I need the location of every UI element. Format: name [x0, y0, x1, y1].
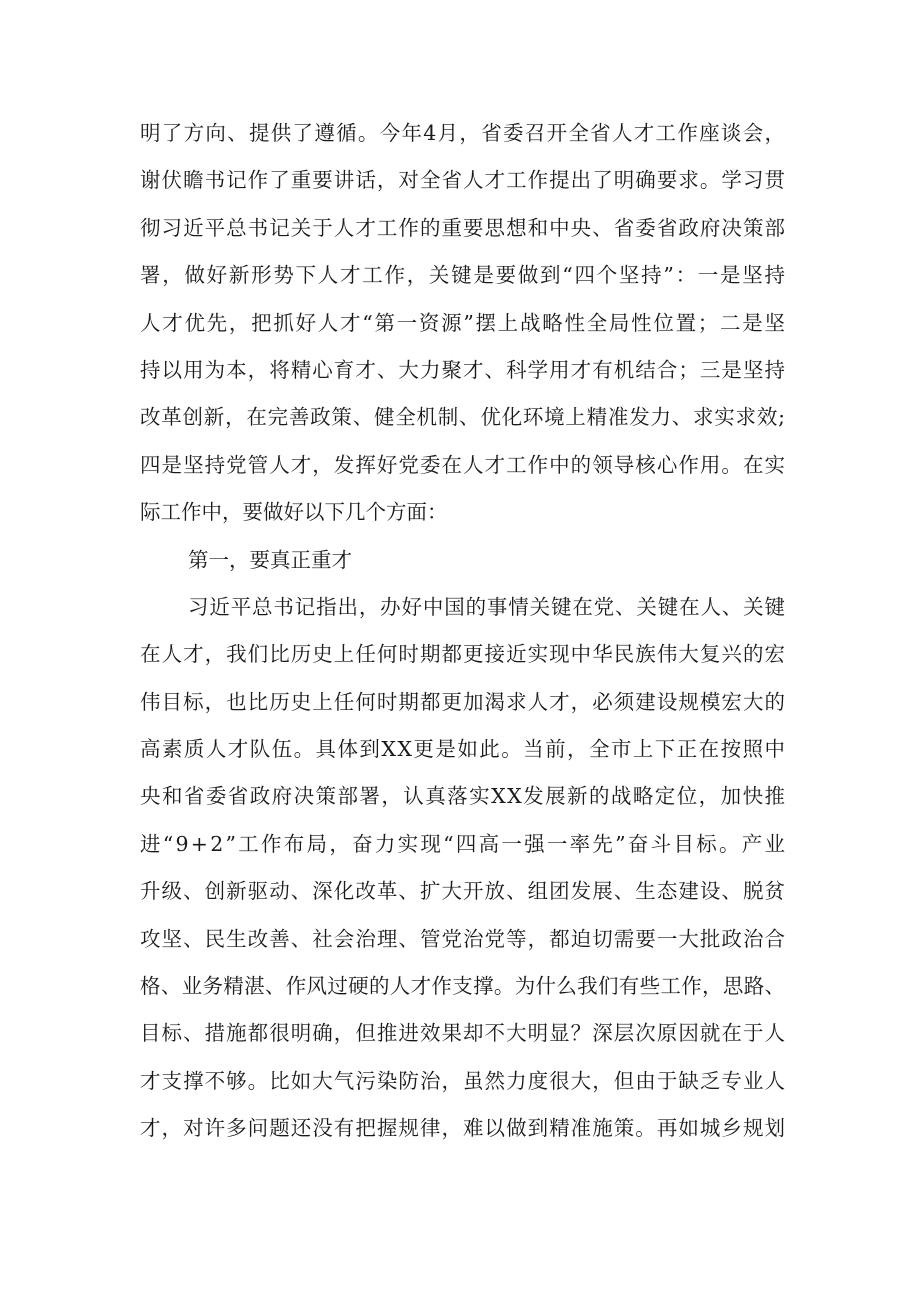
text-line: 伟目标，也比历史上任何时期都更加渴求人才，必须建设规模宏大的	[140, 689, 787, 714]
text-line: 持以用为本，将精心育才、大力聚才、科学用才有机结合；三是坚持	[140, 357, 787, 382]
text-line: 改革创新，在完善政策、健全机制、优化环境上精准发力、求实求效;	[140, 405, 786, 430]
text-line: 习近平总书记指出，办好中国的事情关键在党、关键在人、关键	[188, 594, 786, 619]
text-line: 进“9+2”工作布局，奋力实现“四高一强一率先”奋斗目标。产业	[140, 831, 788, 856]
text-line: 在人才，我们比历史上任何时期都更接近实现中华民族伟大复兴的宏	[140, 642, 787, 667]
text-line: 央和省委省政府决策部署，认真落实XX发展新的战略定位，加快推	[140, 784, 787, 809]
text-line: 际工作中，要做好以下几个方面：	[140, 500, 448, 525]
text-line: 攻坚、民生改善、社会治理、管党治党等，都迫切需要一大批政治合	[140, 926, 787, 951]
text-line: 目标、措施都很明确，但推进效果却不大明显？深层次原因就在于人	[140, 1021, 787, 1046]
text-line: 明了方向、提供了遵循。今年4月，省委召开全省人才工作座谈会，	[140, 121, 787, 145]
text-line: 彻习近平总书记关于人才工作的重要思想和中央、省委省政府决策部	[140, 215, 787, 240]
text-line: 才，对许多问题还没有把握规律，难以做到精准施策。再如城乡规划	[140, 1116, 787, 1141]
document-body	[140, 110, 788, 1153]
text-line: 人才优先，把抓好人才“第一资源”摆上战略性全局性位置；二是坚	[140, 310, 787, 335]
paragraph-2	[140, 584, 788, 1153]
text-line: 谢伏瞻书记作了重要讲话，对全省人才工作提出了明确要求。学习贯	[140, 168, 787, 193]
text-line: 格、业务精湛、作风过硬的人才作支撑。为什么我们有些工作，思路、	[140, 974, 786, 999]
text-line: 高素质人才队伍。具体到XX更是如此。当前，全市上下正在按照中	[140, 737, 787, 762]
text-line: 才支撑不够。比如大气污染防治，虽然力度很大，但由于缺乏专业人	[140, 1068, 787, 1093]
text-line: 四是坚持党管人才，发挥好党委在人才工作中的领导核心作用。在实	[140, 452, 787, 477]
text-line: 升级、创新驱动、深化改革、扩大开放、组团发展、生态建设、脱贫	[140, 879, 787, 904]
section-heading: 第一，要真正重才	[188, 547, 352, 572]
text-line: 署，做好新形势下人才工作，关键是要做到“四个坚持”：一是坚持	[140, 263, 787, 288]
paragraph-1	[140, 110, 785, 537]
